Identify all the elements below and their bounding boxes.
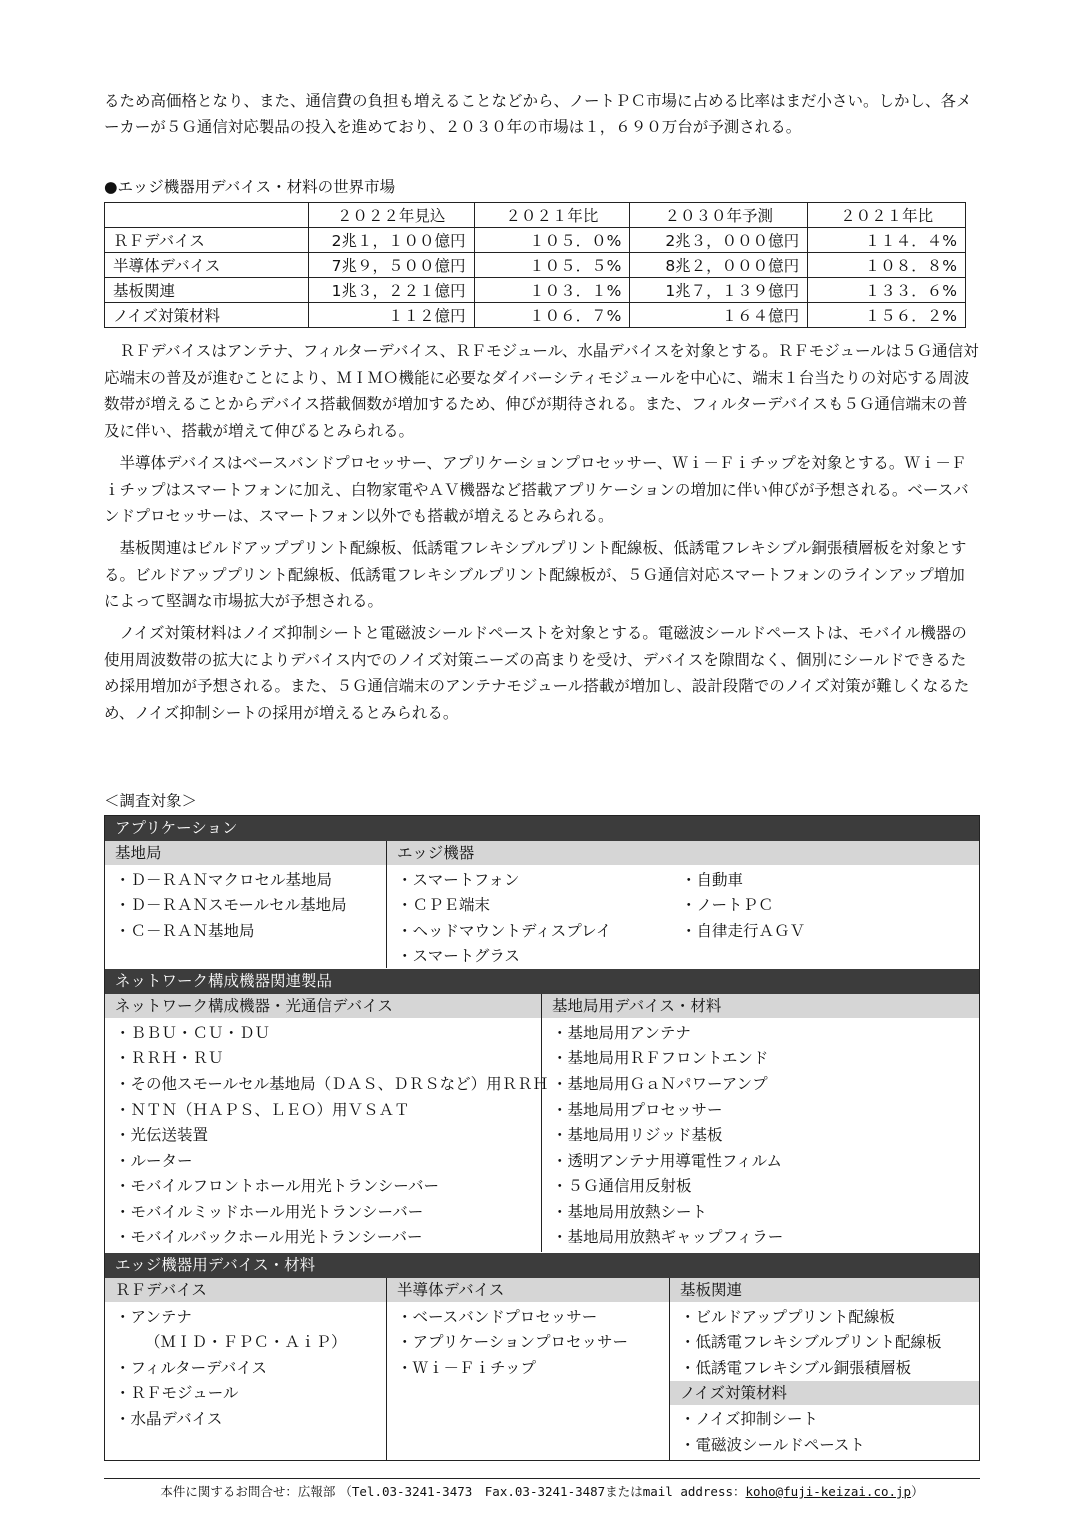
list-item: ・Ｄ－ＲＡＮマクロセル基地局 [115, 871, 333, 889]
table-cell: １５６．２% [808, 303, 966, 328]
list-item: ・ＲＦモジュール [115, 1384, 239, 1402]
list-item: ・基地局用放熱シート [552, 1203, 708, 1221]
list-item: ・フィルターデバイス [115, 1359, 268, 1377]
table-header-cell: ２０３０年予測 [630, 203, 808, 228]
table-header-cell [105, 203, 309, 228]
list-item: ・ノイズ抑制シート [680, 1410, 818, 1428]
table-header-cell: ２０２１年比 [474, 203, 630, 228]
table-cell: 8兆２，０００億円 [630, 253, 808, 278]
table-row [105, 278, 966, 303]
list-item: ・Ｄ－ＲＡＮスモールセル基地局 [115, 896, 347, 914]
list-item: ・Ｃ－ＲＡＮ基地局 [115, 922, 255, 940]
table-header-cell: ２０２１年比 [808, 203, 966, 228]
list-item: ・ＢＢＵ・ＣＵ・ＤＵ [115, 1024, 271, 1042]
footer-contact [104, 1483, 980, 1501]
subheader-edge-devices: エッジ機器 [387, 841, 979, 865]
subheader-noise-materials: ノイズ対策材料 [670, 1381, 979, 1405]
column-divider [386, 841, 387, 968]
list-item: ・水晶デバイス [115, 1410, 223, 1428]
list-item: ・基地局用ＧａＮパワーアンプ [552, 1075, 768, 1093]
subheader-rf-devices: ＲＦデバイス [105, 1278, 386, 1302]
footer-divider [104, 1478, 980, 1479]
table-cell: ＲＦデバイス [105, 228, 309, 253]
list-item: ・モバイルフロントホール用光トランシーバー [115, 1177, 440, 1195]
footer-label: 本件に関するお問合せ：広報部 [160, 1484, 336, 1499]
list-item: ・５Ｇ通信用反射板 [552, 1177, 692, 1195]
table-cell: １６４億円 [630, 303, 808, 328]
paragraph-semiconductor: 半導体デバイスはベースバンドプロセッサー、アプリケーションプロセッサー、Ｗｉ－Ｆｉチップを対象とする。Ｗｉ－Ｆｉチップはスマートフォンに加え、白物家電やＡＶ機器など搭載アプリケーションの増加に伴い伸びが予想される。ベースバンドプロセッサーは、スマートフォン以外でも搭載が増えるとみられる。 [104, 454, 969, 525]
paragraph-board: 基板関連はビルドアッププリント配線板、低誘電フレキシブルプリント配線板、低誘電フレキシブル銅張積層板を対象とする。ビルドアッププリント配線板、低誘電フレキシブルプリント配線板が、５Ｇ通信対応スマートフォンのラインアップ増加によって堅調な市場拡大が予想される。 [104, 539, 967, 610]
list-item: ・透明アンテナ用導電性フィルム [552, 1152, 783, 1170]
table-row [105, 228, 966, 253]
list-item: ・基地局用リジッド基板 [552, 1126, 723, 1144]
list-item: ・Ｗｉ－Ｆｉチップ [397, 1359, 537, 1377]
table-cell: １０８．８% [808, 253, 966, 278]
table-cell: １１２億円 [308, 303, 474, 328]
list-item: ・アプリケーションプロセッサー [397, 1333, 628, 1351]
list-item: ・ビルドアッププリント配線板 [680, 1308, 895, 1326]
list-item: ・基地局用アンテナ [552, 1024, 691, 1042]
list-item: ・ルーター [115, 1152, 193, 1170]
section-header-application: アプリケーション [105, 816, 979, 841]
paragraph-rf-devices: ＲＦデバイスはアンテナ、フィルターデバイス、ＲＦモジュール、水晶デバイスを対象とする。ＲＦモジュールは５Ｇ通信対応端末の普及が進むことにより、ＭＩＭＯ機能に必要なダイバーシティモジュールを中心に、端末１台当たりの対応する周波数帯が増えることからデバイス搭載個数が増加するため、伸びが期待される。また、フィルターデバイスも５Ｇ通信端末の普及に伴い、搭載が増えて伸びるとみられる。 [104, 342, 979, 440]
table-cell: 半導体デバイス [105, 253, 309, 278]
table-cell: １０５．０% [474, 228, 630, 253]
footer-email-link[interactable]: koho@fuji-keizai.co.jp [745, 1484, 912, 1499]
survey-title: ＜調査対象＞ [104, 792, 198, 810]
list-item: ・光伝送装置 [115, 1126, 209, 1144]
list-item: ・低誘電フレキシブル銅張積層板 [680, 1359, 912, 1377]
footer-contact-numbers: （Tel.03-3241-3473 Fax.03-3241-3487またはmail address： [339, 1484, 746, 1499]
table-cell: 7兆９，５００億円 [308, 253, 474, 278]
paragraph-noise: ノイズ対策材料はノイズ抑制シートと電磁波シールドペーストを対象とする。電磁波シールドペーストは、モバイル機器の使用周波数帯の拡大によりデバイス内でのノイズ対策ニーズの高まりを受け、デバイスを隙間なく、個別にシールドできるため採用増加が予想される。また、５Ｇ通信端末のアンテナモジュール搭載が増加し、設計段階でのノイズ対策が難しくなるため、ノイズ抑制シートの採用が増えるとみられる。 [104, 624, 970, 722]
table-cell: １１４．４% [808, 228, 966, 253]
table-cell: 基板関連 [105, 278, 309, 303]
column-divider [386, 1278, 387, 1460]
footer-close-paren: ） [911, 1484, 924, 1499]
list-item: ・自動車 [681, 871, 744, 889]
list-item: ・モバイルミッドホール用光トランシーバー [115, 1203, 424, 1221]
table-header-row [105, 203, 966, 228]
table-cell: 1兆７，１３９億円 [630, 278, 808, 303]
market-table [104, 202, 966, 328]
table-cell: １３３．６% [808, 278, 966, 303]
list-item: ・電磁波シールドペースト [680, 1436, 865, 1454]
table-cell: １０６．７% [474, 303, 630, 328]
table-cell: 2兆３，０００億円 [630, 228, 808, 253]
section-header-edge-devices: エッジ機器用デバイス・材料 [105, 1253, 979, 1278]
list-item: ・その他スモールセル基地局（ＤＡＳ、ＤＲＳなど）用ＲＲＨ [115, 1075, 549, 1093]
table-header-cell: ２０２２年見込 [308, 203, 474, 228]
intro-paragraph: るため高価格となり、また、通信費の負担も増えることなどから、ノートＰＣ市場に占める比率はまだ小さい。しかし、各メーカーが５Ｇ通信対応製品の投入を進めており、２０３０年の市場は１，６９０万台が予測される。 [104, 92, 972, 136]
list-item: ・自律走行ＡＧＶ [681, 922, 806, 940]
subheader-base-station: 基地局 [105, 841, 386, 865]
table-row [105, 303, 966, 328]
list-item: ・ノートＰＣ [681, 896, 774, 914]
list-item: ・ＲＲＨ・ＲＵ [115, 1049, 224, 1067]
list-item: ・基地局用プロセッサー [552, 1101, 723, 1119]
list-item: ・アンテナ [115, 1308, 192, 1326]
list-item: ・スマートフォン [397, 871, 520, 889]
section-header-network: ネットワーク構成機器関連製品 [105, 969, 979, 994]
table-cell: 1兆３，２２１億円 [308, 278, 474, 303]
list-item: ・ベースバンドプロセッサー [397, 1308, 598, 1326]
list-item: ・ＣＰＥ端末 [397, 896, 491, 914]
list-item: ・スマートグラス [397, 947, 520, 965]
survey-target-box [104, 815, 980, 1461]
subheader-network-devices: ネットワーク構成機器・光通信デバイス [105, 994, 541, 1018]
list-item: ・モバイルバックホール用光トランシーバー [115, 1228, 423, 1246]
column-divider [669, 1278, 670, 1460]
list-item: ・基地局用放熱ギャップフィラー [552, 1228, 784, 1246]
list-item: ・ヘッドマウントディスプレイ [397, 922, 612, 940]
subheader-semiconductor: 半導体デバイス [387, 1278, 669, 1302]
list-item: （ＭＩＤ・ＦＰＣ・ＡｉＰ） [145, 1333, 347, 1351]
table-cell: 2兆１，１００億円 [308, 228, 474, 253]
table-cell: １０５．５% [474, 253, 630, 278]
column-divider [541, 994, 542, 1252]
subheader-base-station-materials: 基地局用デバイス・材料 [542, 994, 979, 1018]
table-row [105, 253, 966, 278]
subheader-board: 基板関連 [670, 1278, 979, 1302]
list-item: ・ＮＴＮ（ＨＡＰＳ、ＬＥＯ）用ＶＳＡＴ [115, 1101, 410, 1119]
table-cell: ノイズ対策材料 [105, 303, 309, 328]
table-cell: １０３．１% [474, 278, 630, 303]
market-table-title: ●エッジ機器用デバイス・材料の世界市場 [104, 178, 396, 196]
list-item: ・低誘電フレキシブルプリント配線板 [680, 1333, 942, 1351]
list-item: ・基地局用ＲＦフロントエンド [552, 1049, 769, 1067]
